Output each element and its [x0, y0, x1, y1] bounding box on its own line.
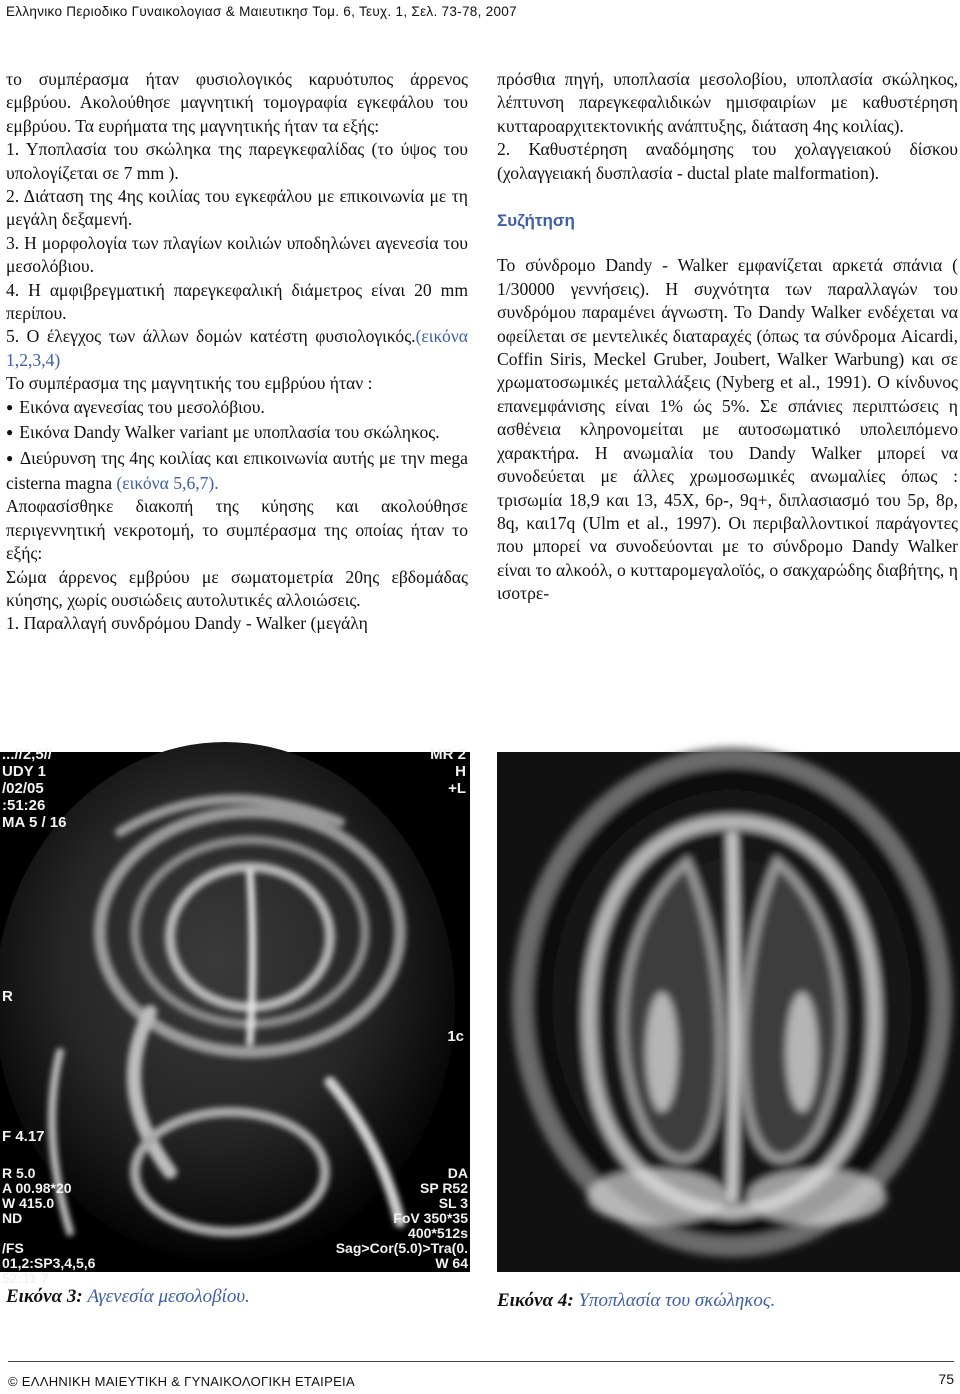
- mri-scan-graphic: [497, 752, 960, 1272]
- finding-item: [6, 325, 468, 372]
- paragraph: Σώμα άρρενος εμβρύου με σωματομετρία 20ης εβδομάδας κύησης, χωρίς ουσιώδεις αυτολυτικές αλλοιώσεις.: [6, 566, 468, 610]
- caption-text: Υποπλασία του σκώληκος.: [578, 1290, 776, 1311]
- figure-4-caption: [497, 1290, 775, 1312]
- finding-text: 5. Ο έλεγχος των άλλων δομών κατέστη φυσιολογικός.: [6, 326, 416, 347]
- scale-marker: 1c: [447, 1028, 464, 1045]
- bullet-item: [6, 447, 468, 496]
- paragraph: Αποφασίσθηκε διακοπή της κύησης και ακολούθησε περιγεννητική νεκροτομή, το συμπέρασμα της οποίας ήταν το εξής:: [6, 496, 468, 564]
- paragraph: πρόσθια πηγή, υποπλασία μεσολοβίου, υποπλασία σκώληκος, λέπτυνση παρεγκεφαλιδικών ημισφαιρίων με καθυστέρηση κυτταροαρχιτεκτονικής ανάπτυξης, διάταση 4ης κοιλίας).: [497, 69, 958, 136]
- bullet-text: Διεύρυνση της 4ης κοιλίας και επικοινωνία αυτής με την mega cisterna magna: [6, 447, 468, 493]
- bullet-item: ● Εικόνα Dandy Walker variant με υποπλασία του σκώληκος.: [6, 421, 468, 446]
- caption-text: Αγενεσία μεσολοβίου.: [87, 1286, 250, 1307]
- mri-image-figure-3: [0, 746, 470, 1286]
- figure-reference: (εικόνα 5,6,7).: [116, 472, 219, 493]
- paragraph: Το συμπέρασμα της μαγνητικής του εμβρύου ήταν :: [6, 373, 373, 394]
- orientation-marker: R: [2, 988, 13, 1005]
- caption-label: Εικόνα 3:: [6, 1286, 83, 1307]
- right-column: [497, 68, 958, 606]
- finding-item: 1. Υποπλασία του σκώληκα της παρεγκεφαλίδας (το ύψος του υπολογίζεται σε 7 mm ).: [6, 139, 468, 183]
- scan-metadata-bottomright: DA SP R52 SL 3 FoV 350*35 400*512s Sag>Cor(5.0)>Tra(0. W 64: [335, 1165, 468, 1271]
- scan-metadata-topleft: ...//2,5// UDY 1 /02/05 :51:26 MA 5 / 16: [2, 746, 67, 831]
- paragraph: το συμπέρασμα ήταν φυσιολογικός καρυότυπος άρρενος εμβρύου. Ακολούθησε μαγνητική τομογραφία εγκεφάλου του εμβρύου. Τα ευρήματα της μαγνητικής ήταν τα εξής:: [6, 69, 468, 136]
- finding-item: 4. Η αμφιβρεγματική παρεγκεφαλική διάμετρος είναι 20 mm περίπου.: [6, 279, 468, 324]
- left-column: [6, 68, 468, 636]
- footer-divider: [8, 1361, 954, 1362]
- mri-image-figure-4: [497, 752, 960, 1272]
- scan-parameter: F 4.17: [2, 1128, 45, 1145]
- bullet-item: ● Εικόνα αγενεσίας του μεσολόβιου.: [6, 396, 468, 421]
- running-header: Ελληνικο Περιοδικο Γυναικολογιασ & Μαιευτικησ Τομ. 6, Τευχ. 1, Σελ. 73-78, 2007: [6, 4, 517, 19]
- paragraph: Το σύνδρομο Dandy - Walker εμφανίζεται αρκετά σπάνια ( 1/30000 γεννήσεις). Η συχνότητα των παραλλαγών του συνδρόμου παραμένει άγνωστη. Το Dandy Walker ενδέχεται να οφείλεται σε μεντελικές διαταραχές (όπως τα σύνδρομα Aicardi, Coffin Siris, Meckel Gruber, Joubert, Walker Warbung) και σε χρωματοσωμικές μεταλλάξεις (Nyberg et al., 1991). Ο κίνδυνος επανεμφάνισης είναι 1% ώς 5%. Σε σπάνιες περιπτώσεις η ασθένεια κληρονομείται με αυτοσωματικό υπολειπόμενο χαρακτήρα. Η ανωμαλία του Dandy Walker μπορεί να συνοδεύεται με άλλες χρωμοσωμικές ανωμαλίες όπως : τρισωμία 18,9 και 13, 45Χ, 6ρ-, 9q+, διπλασιασμό του 5ρ, 8ρ, 8q, και17q (Ulm et al., 1997). Οι περιβαλλοντικοί παράγοντες που μπορεί να συνοδεύονται με το σύνδρομο Dandy Walker είναι το αλκοόλ, ο κυτταρομεγαλοϊός, ο σακχαρώδης διαβήτης, η ισοτρε-: [497, 255, 958, 604]
- footer-society: © ΕΛΛΗΝΙΚΗ ΜΑΙΕΥΤΙΚΗ & ΓΥΝΑΙΚΟΛΟΓΙΚΗ ΕΤΑΙΡΕΙΑ: [8, 1374, 355, 1389]
- figure-reference: (εικόνα 1,2,3,4): [6, 326, 468, 370]
- scan-metadata-topright: MR 2 H +L: [430, 746, 466, 797]
- section-heading: Συζήτηση: [497, 211, 575, 231]
- finding-item: 2. Διάταση της 4ης κοιλίας του εγκεφάλου με επικοινωνία με τη μεγάλη δεξαμενή.: [6, 186, 468, 230]
- finding-item: 3. Η μορφολογία των πλαγίων κοιλιών υποδηλώνει αγενεσία του μεσολόβιου.: [6, 232, 468, 277]
- caption-label: Εικόνα 4:: [497, 1290, 574, 1311]
- paragraph: 1. Παραλλαγή συνδρόμου Dandy - Walker (μεγάλη: [6, 613, 368, 634]
- figure-3-caption: [6, 1286, 250, 1308]
- scan-metadata-bottomleft: R 5.0 A 00.98*20 W 415.0 ND /FS 01,2:SP3,4,5,6 52:11 7: [2, 1165, 96, 1286]
- page-number: 75: [938, 1371, 954, 1387]
- paragraph: 2. Καθυστέρηση αναδόμησης του χολαγγειακού δίσκου (χολαγγειακή δυσπλασία - ductal plate malformation).: [497, 139, 958, 183]
